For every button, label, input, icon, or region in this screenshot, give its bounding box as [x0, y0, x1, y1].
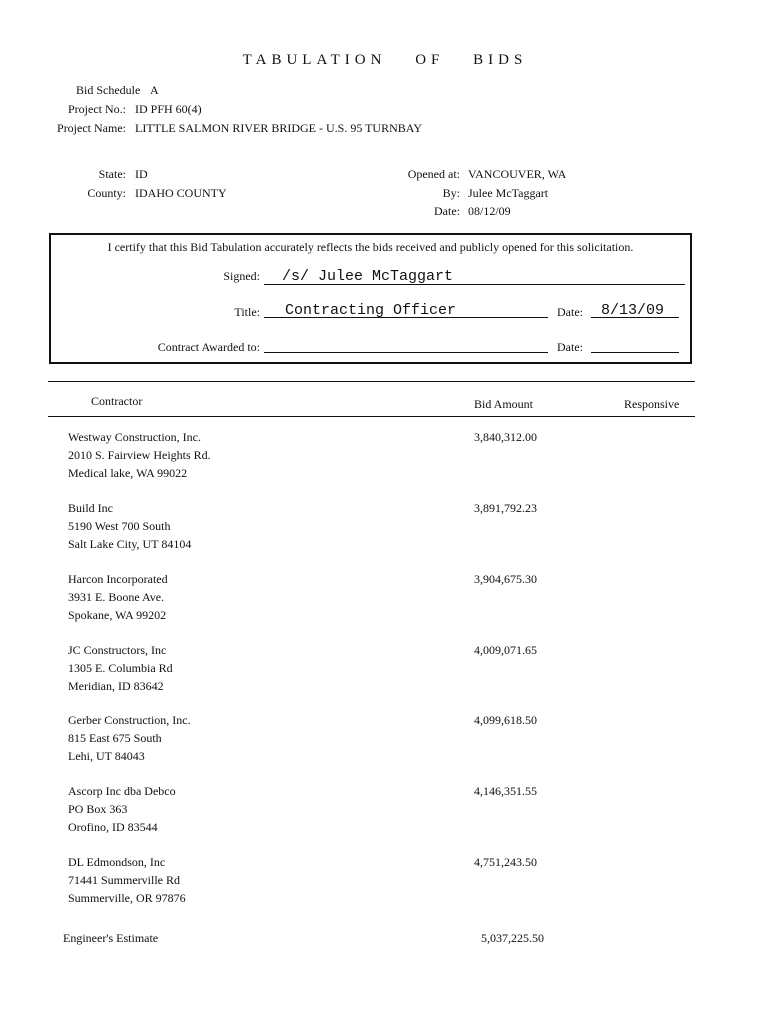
county-label: County:	[87, 186, 126, 200]
awarded-date-label: Date:	[557, 340, 583, 354]
column-header-bid-amount: Bid Amount	[474, 397, 534, 411]
contractor-address: 2010 S. Fairview Heights Rd.	[68, 448, 211, 462]
contractor-city: Orofino, ID 83544	[68, 820, 158, 834]
title-label: Title:	[234, 305, 260, 319]
bid-schedule-label: Bid Schedule	[76, 83, 141, 97]
contractor-name: Ascorp Inc dba Debco	[68, 784, 176, 798]
contractor-address: 3931 E. Boone Ave.	[68, 590, 165, 604]
bid-amount: 4,009,071.65	[474, 643, 537, 657]
engineers-estimate-label: Engineer's Estimate	[63, 931, 159, 945]
column-header-contractor: Contractor	[91, 394, 143, 408]
by-label: By:	[442, 186, 460, 200]
contractor-name: DL Edmondson, Inc	[68, 855, 166, 869]
contractor-city: Lehi, UT 84043	[68, 749, 145, 763]
contractor-name: Westway Construction, Inc.	[68, 430, 202, 444]
contractor-name: Harcon Incorporated	[68, 572, 168, 586]
opened-at-value: VANCOUVER, WA	[468, 167, 567, 181]
contract-awarded-line	[264, 352, 548, 353]
contractor-address: 1305 E. Columbia Rd	[68, 661, 173, 675]
title-value: Contracting Officer	[285, 302, 457, 319]
contractor-address: PO Box 363	[68, 802, 128, 816]
project-name-label: Project Name:	[57, 121, 126, 135]
column-header-responsive: Responsive	[624, 397, 680, 411]
project-no-value: ID PFH 60(4)	[135, 102, 202, 116]
cert-date-value: 8/13/09	[601, 302, 665, 319]
state-value: ID	[135, 167, 148, 181]
contractor-name: Build Inc	[68, 501, 113, 515]
bid-amount: 4,751,243.50	[474, 855, 537, 869]
certification-statement: I certify that this Bid Tabulation accurately reflects the bids received and publicly opened for this solicitation.	[107, 240, 634, 254]
contractor-city: Medical lake, WA 99022	[68, 466, 188, 480]
contractor-address: 815 East 675 South	[68, 731, 162, 745]
date-label: Date:	[434, 204, 460, 218]
contractor-city: Salt Lake City, UT 84104	[68, 537, 192, 551]
contractor-name: JC Constructors, Inc	[68, 643, 167, 657]
contractor-name: Gerber Construction, Inc.	[68, 713, 191, 727]
bid-amount: 4,099,618.50	[474, 713, 537, 727]
project-no-label: Project No.:	[68, 102, 126, 116]
table-header-rule	[48, 416, 695, 417]
contractor-address: 71441 Summerville Rd	[68, 873, 180, 887]
cert-date-label: Date:	[557, 305, 583, 319]
bid-amount: 4,146,351.55	[474, 784, 537, 798]
county-value: IDAHO COUNTY	[135, 186, 227, 200]
bid-amount: 3,904,675.30	[474, 572, 537, 586]
bid-amount: 3,891,792.23	[474, 501, 537, 515]
table-top-rule	[48, 381, 695, 382]
project-name-value: LITTLE SALMON RIVER BRIDGE - U.S. 95 TURNBAY	[135, 121, 423, 135]
contractor-address: 5190 West 700 South	[68, 519, 171, 533]
contract-awarded-label: Contract Awarded to:	[157, 340, 260, 354]
signed-value: /s/ Julee McTaggart	[282, 268, 454, 285]
contractor-city: Meridian, ID 83642	[68, 679, 164, 693]
bid-amount: 3,840,312.00	[474, 430, 537, 444]
contractor-city: Summerville, OR 97876	[68, 891, 186, 905]
engineers-estimate-amount: 5,037,225.50	[481, 931, 544, 945]
contractor-city: Spokane, WA 99202	[68, 608, 167, 622]
bid-schedule-value: A	[150, 83, 159, 97]
by-value: Julee McTaggart	[468, 186, 549, 200]
signed-label: Signed:	[223, 269, 260, 283]
date-value: 08/12/09	[468, 204, 511, 218]
state-label: State:	[98, 167, 126, 181]
page-title: TABULATION OF BIDS	[242, 52, 528, 68]
awarded-date-line	[591, 352, 679, 353]
opened-at-label: Opened at:	[407, 167, 460, 181]
